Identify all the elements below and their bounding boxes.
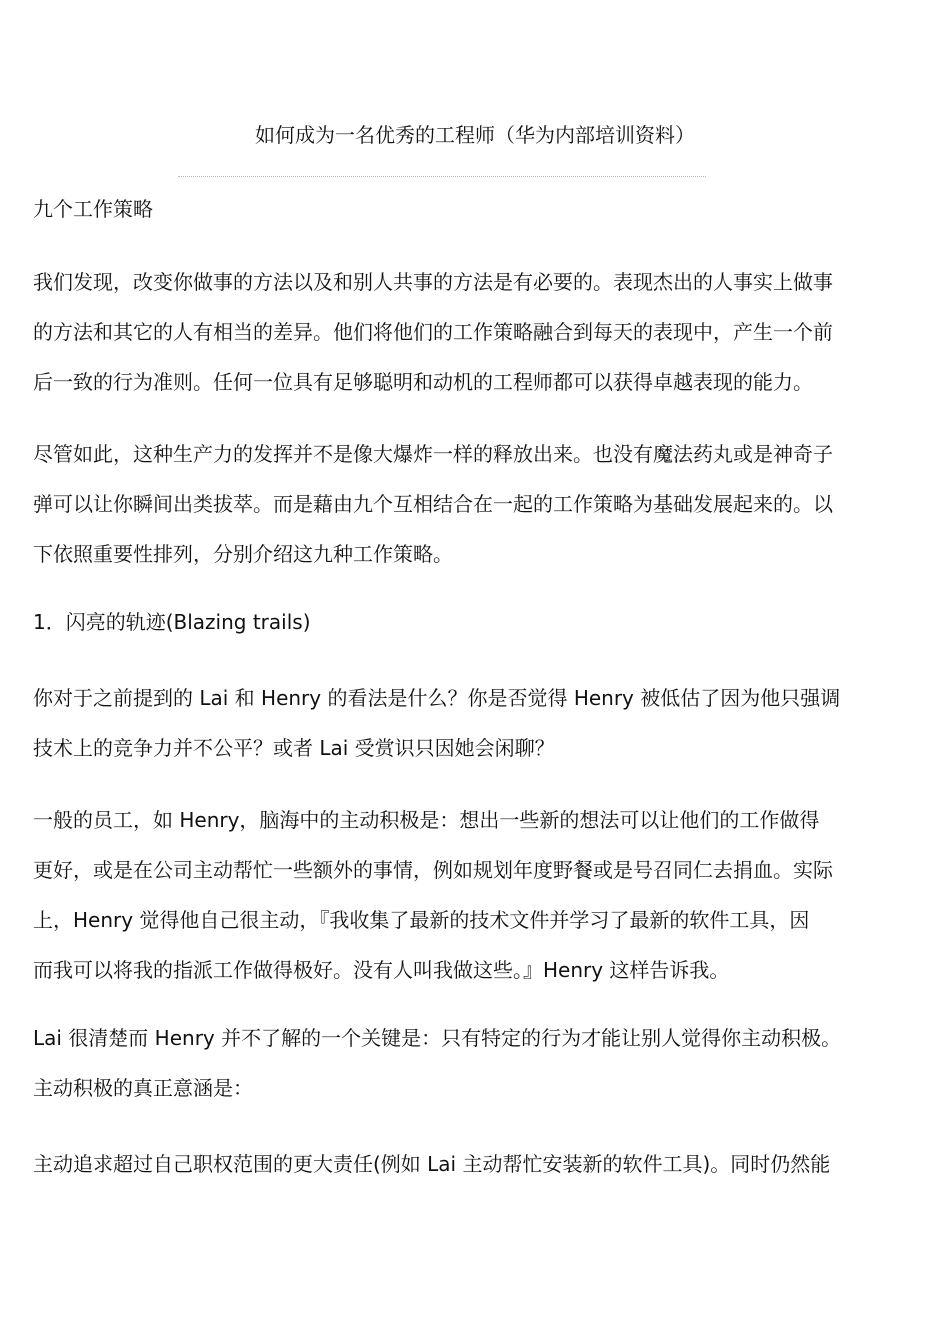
section-heading (33, 185, 923, 233)
paragraph (33, 1139, 923, 1189)
section-heading-text: 九个工作策略 (33, 197, 153, 221)
title-divider (178, 176, 706, 177)
paragraph (33, 1013, 923, 1113)
paragraph-line: Lai 很清楚而 Henry 并不了解的一个关键是：只有特定的行为才能让别人觉得你主动积极。 (33, 1026, 842, 1050)
paragraph-line: 上，Henry 觉得他自己很主动，『我收集了最新的技术文件并学习了最新的软件工具，因 (33, 908, 810, 932)
paragraph-line: 后一致的行为准则。任何一位具有足够聪明和动机的工程师都可以获得卓越表现的能力。 (33, 370, 813, 394)
paragraph-line: 而我可以将我的指派工作做得极好。没有人叫我做这些。』Henry 这样告诉我。 (33, 958, 730, 982)
numbered-item-text: 1．闪亮的轨迹(Blazing trails) (33, 610, 311, 634)
paragraph-line: 主动追求超过自己职权范围的更大责任(例如 Lai 主动帮忙安装新的软件工具)。同时仍然能 (33, 1152, 831, 1176)
paragraph-line: 一般的员工，如 Henry，脑海中的主动积极是：想出一些新的想法可以让他们的工作做得 (33, 808, 820, 832)
paragraph-line: 更好，或是在公司主动帮忙一些额外的事情，例如规划年度野餐或是号召同仁去捐血。实际 (33, 858, 833, 882)
paragraph-line: 技术上的竞争力并不公平？或者 Lai 受赏识只因她会闲聊？ (33, 736, 555, 760)
paragraph (33, 429, 923, 579)
paragraph (33, 257, 923, 407)
numbered-item-heading (33, 597, 923, 647)
paragraph-line: 弹可以让你瞬间出类拔萃。而是藉由九个互相结合在一起的工作策略为基础发展起来的。以 (33, 492, 833, 516)
paragraph-line: 我们发现，改变你做事的方法以及和别人共事的方法是有必要的。表现杰出的人事实上做事 (33, 270, 833, 294)
paragraph-line: 下依照重要性排列，分别介绍这九种工作策略。 (33, 542, 453, 566)
paragraph (33, 673, 923, 773)
paragraph-line: 的方法和其它的人有相当的差异。他们将他们的工作策略融合到每天的表现中，产生一个前 (33, 320, 833, 344)
paragraph (33, 795, 923, 995)
paragraph-line: 你对于之前提到的 Lai 和 Henry 的看法是什么？你是否觉得 Henry 被低估了因为他只强调 (33, 686, 841, 710)
paragraph-line: 尽管如此，这种生产力的发挥并不是像大爆炸一样的释放出来。也没有魔法药丸或是神奇子 (33, 442, 833, 466)
document-title: 如何成为一名优秀的工程师（华为内部培训资料） (255, 123, 695, 147)
paragraph-line: 主动积极的真正意涵是： (33, 1076, 253, 1100)
